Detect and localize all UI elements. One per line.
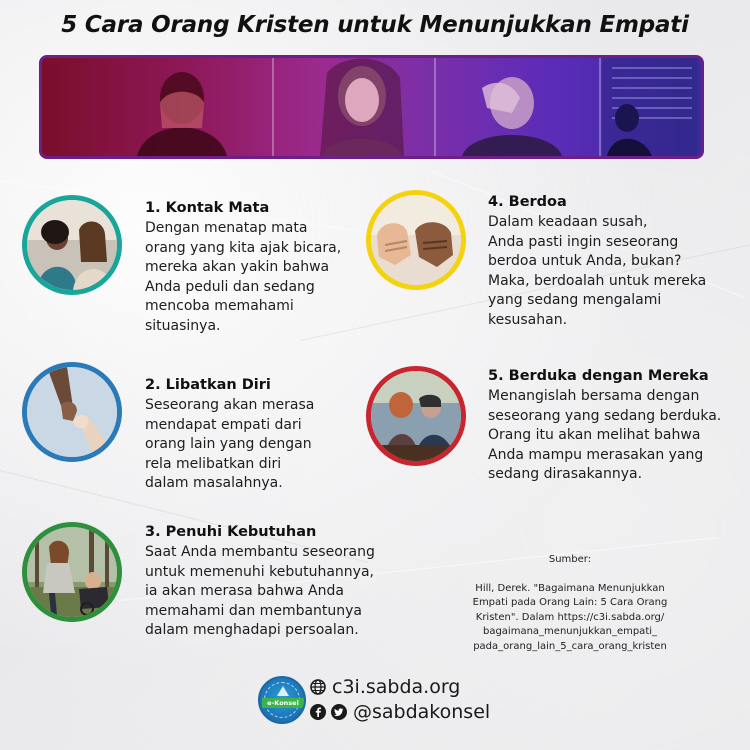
tip-2 bbox=[145, 375, 314, 494]
tip-5 bbox=[488, 366, 721, 485]
tip-5-photo bbox=[366, 366, 466, 466]
source-citation bbox=[450, 538, 690, 669]
twitter-icon[interactable] bbox=[331, 704, 347, 720]
tip-2-body: Seseorang akan merasa mendapat empati dari orang lain yang dengan rela melibatkan diri dalam masalahnya. bbox=[145, 397, 315, 492]
tip-1-photo bbox=[22, 195, 122, 295]
tip-3-body: Saat Anda membantu seseorang untuk memenuhi kebutuhannya, ia akan merasa bahwa Anda memahami dan membantunya dalam menghadapi persoalan. bbox=[145, 544, 375, 639]
tip-1 bbox=[145, 198, 341, 337]
website-link[interactable]: c3i.sabda.org bbox=[332, 676, 461, 698]
page-title: 5 Cara Orang Kristen untuk Menunjukkan Empati bbox=[61, 12, 689, 38]
banner-photo bbox=[42, 58, 701, 156]
tip-3-heading: 3. Penuhi Kebutuhan bbox=[145, 524, 317, 540]
tip-5-heading: 5. Berduka dengan Mereka bbox=[488, 368, 709, 384]
tip-2-photo bbox=[22, 362, 122, 462]
tip-5-body: Menangislah bersama dengan seseorang yang sedang berduka. Orang itu akan melihat bahwa Anda mampu merasakan yang sedang dirasakannya. bbox=[488, 388, 722, 483]
globe-icon bbox=[310, 679, 326, 695]
tip-3 bbox=[145, 522, 375, 641]
source-text: Hill, Derek. "Bagaimana Menunjukkan Empati pada Orang Lain: 5 Cara Orang Kristen". Dalam https://c3i.sabda.org/ bagaimana_menunjukkan_empati_ pada_orang_lain_5_cara_orang_kristen bbox=[472, 582, 668, 652]
logo-text: e-Konsel bbox=[262, 698, 304, 708]
header-banner-image bbox=[39, 55, 704, 159]
tip-4-photo bbox=[366, 190, 466, 290]
tip-1-body: Dengan menatap mata orang yang kita ajak bicara, mereka akan yakin bahwa Anda peduli dan sedang mencoba memahami situasinya. bbox=[145, 220, 342, 334]
facebook-icon[interactable] bbox=[310, 704, 326, 720]
e-konsel-logo bbox=[258, 676, 306, 724]
tip-4 bbox=[488, 192, 706, 331]
website-row bbox=[310, 676, 460, 698]
source-label: Sumber: bbox=[548, 553, 592, 565]
tip-2-heading: 2. Libatkan Diri bbox=[145, 377, 271, 393]
tip-1-heading: 1. Kontak Mata bbox=[145, 200, 270, 216]
tip-4-body: Dalam keadaan susah, Anda pasti ingin seseorang berdoa untuk Anda, bukan? Maka, berdoalah untuk mereka yang sedang mengalami kesusahan. bbox=[488, 214, 707, 328]
social-handle[interactable]: @sabdakonsel bbox=[353, 701, 491, 723]
tip-3-photo bbox=[22, 522, 122, 622]
tip-4-heading: 4. Berdoa bbox=[488, 194, 567, 210]
social-row bbox=[310, 701, 490, 723]
